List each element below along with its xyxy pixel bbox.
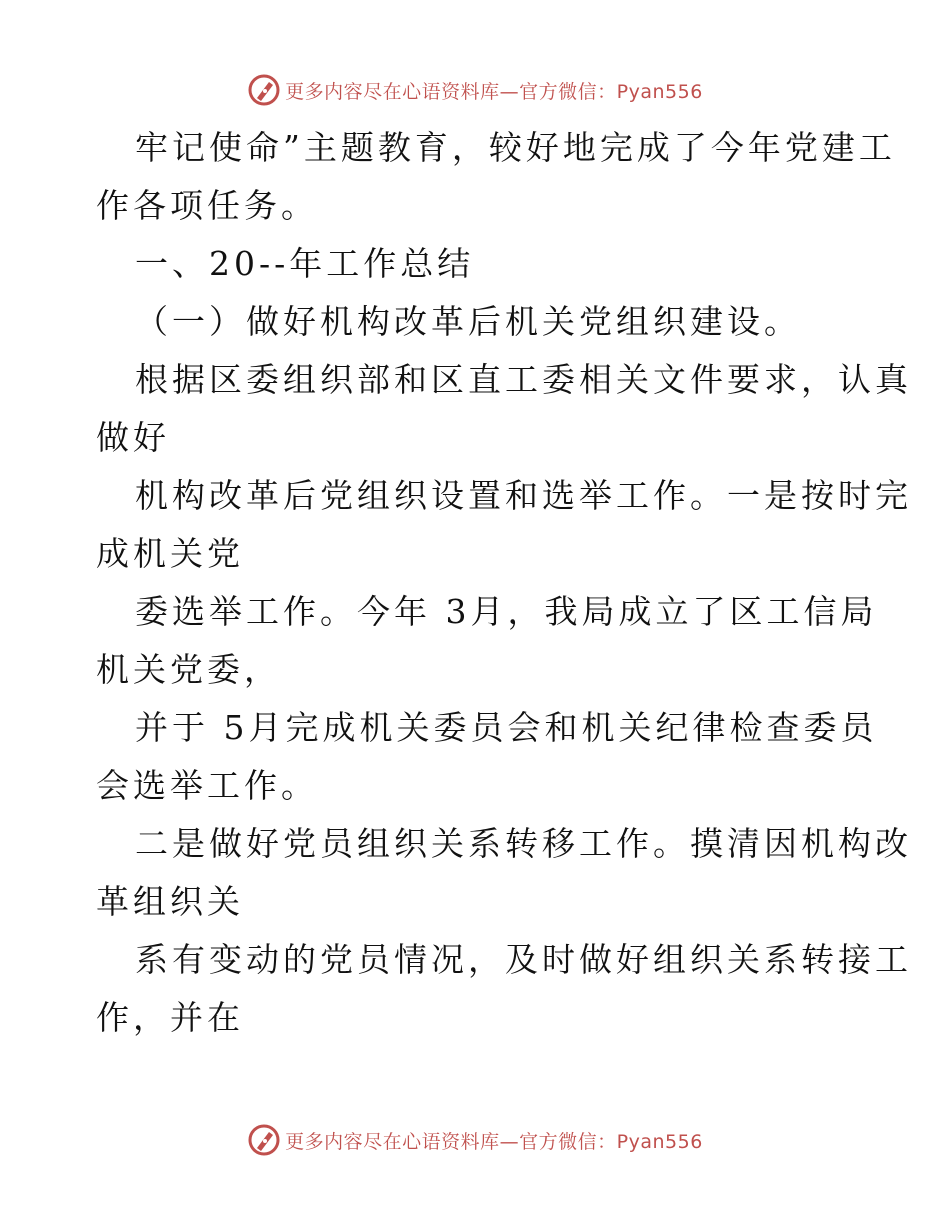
text-line: 作各项任务。 [96, 186, 318, 225]
text-line: 革组织关 [96, 882, 244, 921]
text-line: 委选举工作。今年 3月，我局成立了区工信局 [135, 592, 878, 631]
pen-nib-logo-icon [247, 1123, 281, 1157]
header-watermark [0, 70, 950, 110]
text-line: 二是做好党员组织关系转移工作。摸清因机构改 [135, 824, 912, 863]
text-line: 机构改革后党组织设置和选举工作。一是按时完 [135, 476, 912, 515]
text-line: 系有变动的党员情况，及时做好组织关系转接工 [135, 940, 912, 979]
text-line: 机关党委， [96, 650, 281, 689]
footer-watermark [0, 1120, 950, 1160]
text-line: 做好 [96, 418, 170, 457]
subsection-heading: （一）做好机构改革后机关党组织建设。 [135, 302, 801, 341]
text-line: 作，并在 [96, 998, 244, 1037]
text-line: 会选举工作。 [96, 766, 318, 805]
pen-nib-logo-icon [247, 73, 281, 107]
text-line: 根据区委组织部和区直工委相关文件要求，认真 [135, 360, 912, 399]
watermark-text: 更多内容尽在心语资料库—官方微信：Pyan556 [285, 80, 703, 103]
text-line: 并于 5月完成机关委员会和机关纪律检查委员 [135, 708, 878, 747]
watermark-text: 更多内容尽在心语资料库—官方微信：Pyan556 [285, 1130, 703, 1153]
text-line: 牢记使命”主题教育，较好地完成了今年党建工 [135, 128, 896, 167]
section-heading: 一、20--年工作总结 [135, 244, 475, 283]
text-line: 成机关党 [96, 534, 244, 573]
